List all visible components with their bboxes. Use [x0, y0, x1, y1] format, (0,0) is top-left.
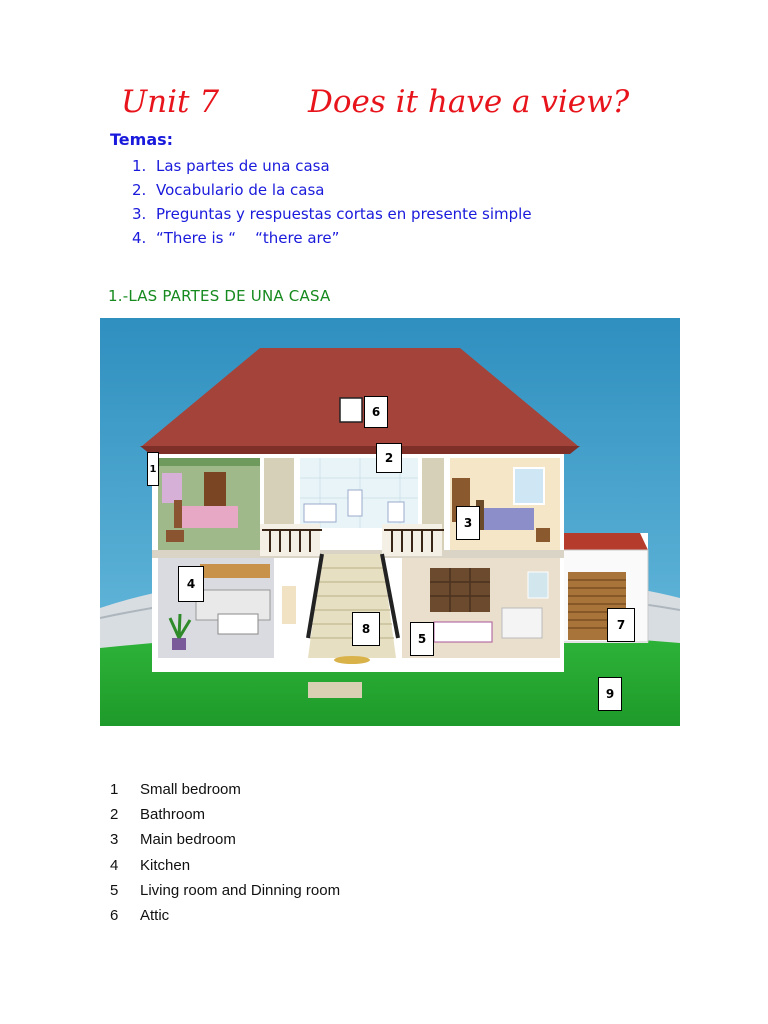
unit-title: Unit 7: [121, 84, 220, 120]
temas-item: 1. Las partes de una casa: [132, 157, 330, 175]
house-label-1: 1: [147, 452, 159, 486]
temas-item: 3. Preguntas y respuestas cortas en presente simple: [132, 205, 532, 223]
house-label-7: 7: [607, 608, 635, 642]
house-label-9: 9: [598, 677, 622, 711]
house-label-4: 4: [178, 566, 204, 602]
legend-list: [110, 777, 340, 928]
house-label-3: 3: [456, 506, 480, 540]
front-path: [308, 682, 362, 698]
legend-item: 5 Living room and Dinning room: [110, 881, 341, 899]
house-label-5: 5: [410, 622, 434, 656]
legend-item: 4 Kitchen: [110, 856, 191, 874]
house-label-6: 6: [364, 396, 388, 428]
unit-question: Does it have a view?: [308, 84, 630, 120]
temas-label: Temas:: [110, 130, 174, 149]
legend-item: 1 Small bedroom: [110, 781, 241, 798]
temas-list: [132, 154, 532, 250]
house-illustration: [100, 318, 680, 726]
house-label-2: 2: [376, 443, 402, 473]
small-bedroom: [158, 458, 260, 550]
legend-item: 3 Main bedroom: [110, 831, 236, 849]
page-title: [0, 84, 768, 132]
temas-item: 4. “There is “ “there are”: [132, 229, 340, 247]
house-label-8: 8: [352, 612, 380, 646]
section-heading: 1.-LAS PARTES DE UNA CASA: [108, 287, 331, 305]
legend-item: 6 Attic: [110, 906, 170, 924]
staircase: [308, 554, 398, 664]
temas-item: 2. Vocabulario de la casa: [132, 181, 325, 199]
legend-item: 2 Bathroom: [110, 806, 206, 824]
